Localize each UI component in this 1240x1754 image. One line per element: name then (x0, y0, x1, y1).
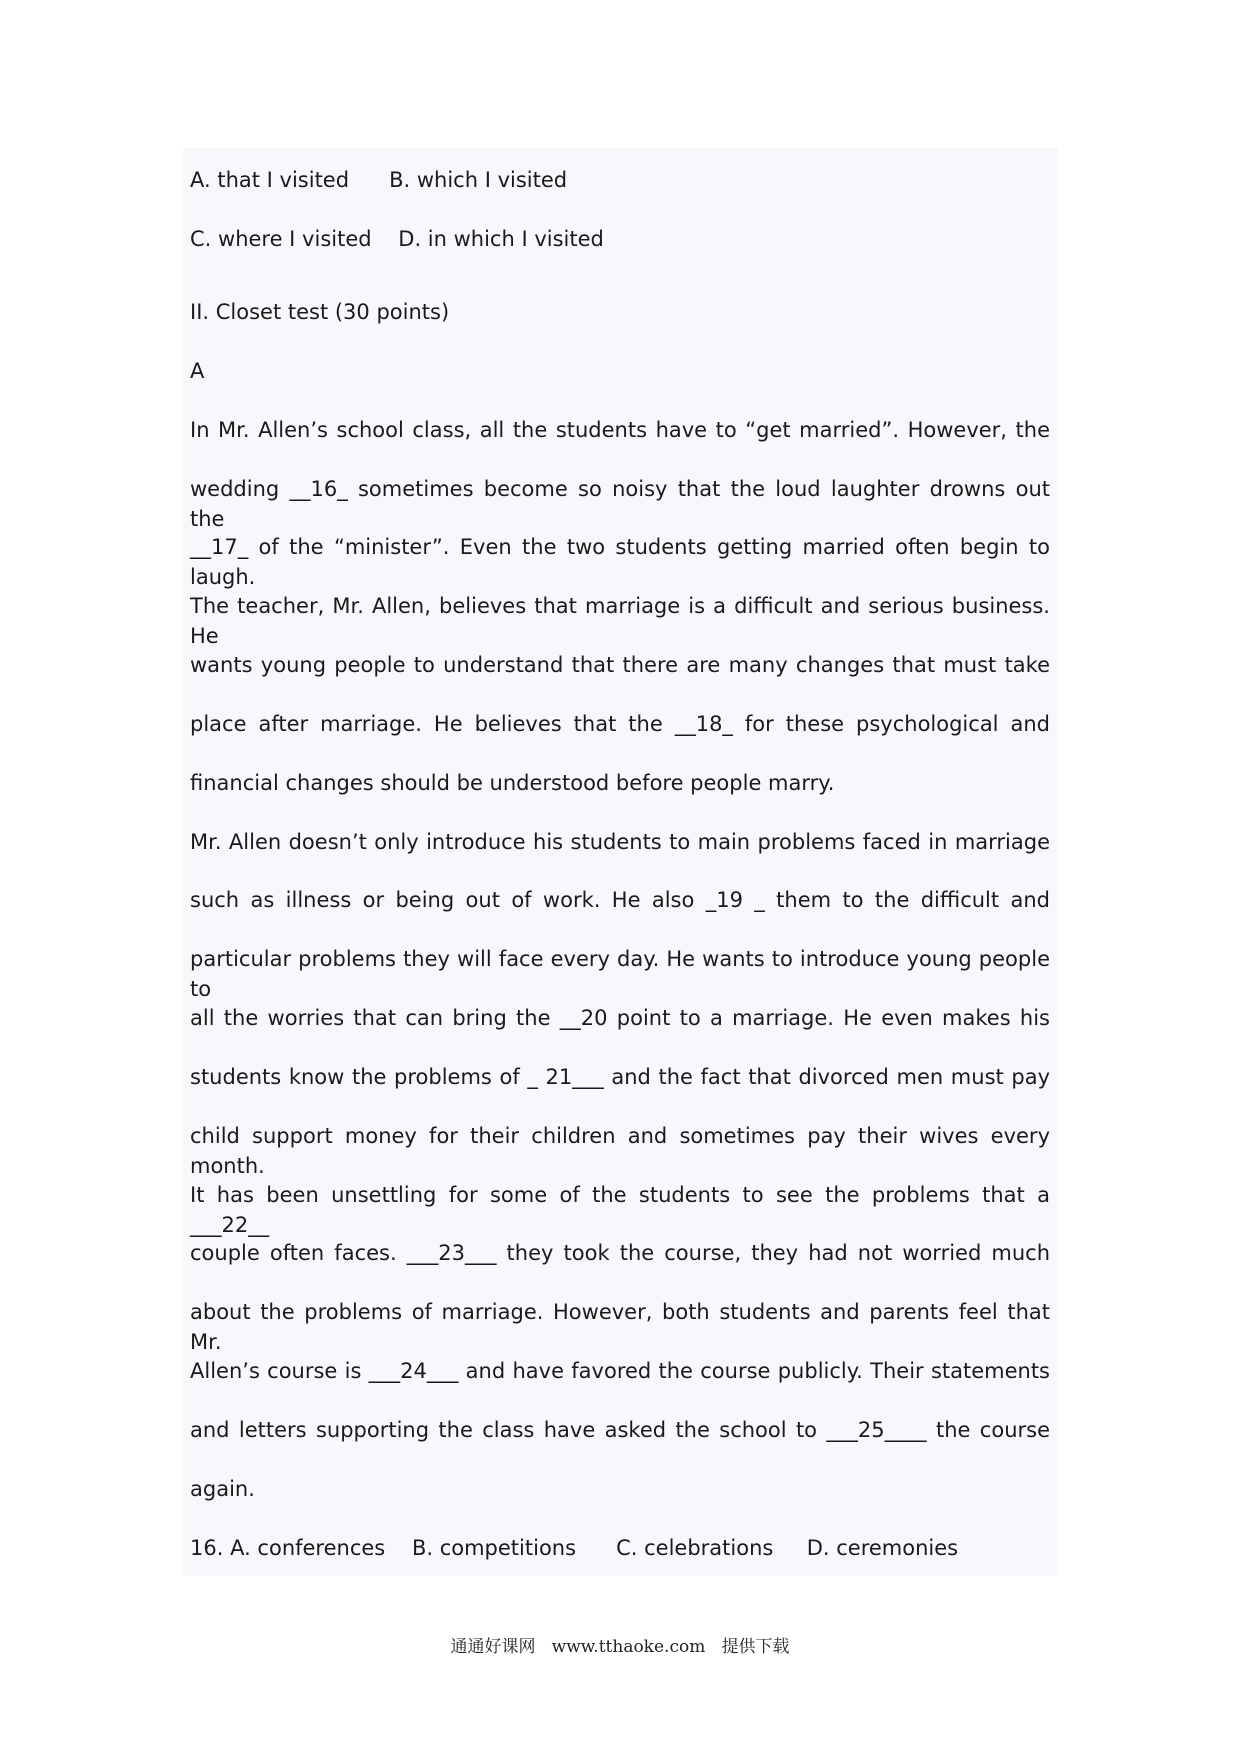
paragraph-1-line: wedding __16_ sometimes become so noisy that the loud laughter drowns out the (190, 477, 1050, 531)
paragraph-2-line: again. (190, 1477, 255, 1501)
paragraph-1-line: financial changes should be understood before people marry. (190, 771, 835, 795)
paragraph-2-line: It has been unsettling for some of the students to see the problems that a ___22__ (190, 1183, 1050, 1237)
paragraph-2-line: Mr. Allen doesn’t only introduce his students to main problems faced in marriage (190, 830, 1050, 854)
paragraph-2-line: child support money for their children and sometimes pay their wives every month. (190, 1124, 1050, 1178)
paragraph-2-line: couple often faces. ___23___ they took the course, they had not worried much (190, 1241, 1050, 1265)
section-title: II. Closet test (30 points) (190, 300, 450, 324)
paragraph-1-line: In Mr. Allen’s school class, all the students have to “get married”. However, the (190, 418, 1050, 442)
paragraph-2-line: such as illness or being out of work. He also _19 _ them to the difficult and (190, 888, 1050, 912)
previous-question-options-row-2: C. where I visited D. in which I visited (190, 227, 604, 251)
paragraph-1-line: __17_ of the “minister”. Even the two students getting married often begin to laugh. (190, 535, 1050, 589)
paragraph-1-line: The teacher, Mr. Allen, believes that marriage is a difficult and serious business. He (190, 594, 1050, 648)
paragraph-2-line: Allen’s course is ___24___ and have favored the course publicly. Their statements (190, 1359, 1050, 1383)
paragraph-1-line: wants young people to understand that there are many changes that must take (190, 653, 1050, 677)
paragraph-2-line: students know the problems of _ 21___ and the fact that divorced men must pay (190, 1065, 1050, 1089)
previous-question-options-row-1: A. that I visited B. which I visited (190, 168, 568, 192)
paragraph-2-line: all the worries that can bring the __20 point to a marriage. He even makes his (190, 1006, 1050, 1030)
passage-label: A (190, 359, 205, 383)
page-footer: 通通好课网 www.tthaoke.com 提供下载 (450, 1637, 790, 1657)
paragraph-2-line: particular problems they will face every day. He wants to introduce young people to (190, 947, 1050, 1001)
paragraph-2-line: about the problems of marriage. However, both students and parents feel that Mr. (190, 1300, 1050, 1354)
question-16-options: 16. A. conferences B. competitions C. celebrations D. ceremonies (190, 1536, 959, 1560)
paragraph-2-line: and letters supporting the class have asked the school to ___25____ the course (190, 1418, 1050, 1442)
paragraph-1-line: place after marriage. He believes that the __18_ for these psychological and (190, 712, 1050, 736)
